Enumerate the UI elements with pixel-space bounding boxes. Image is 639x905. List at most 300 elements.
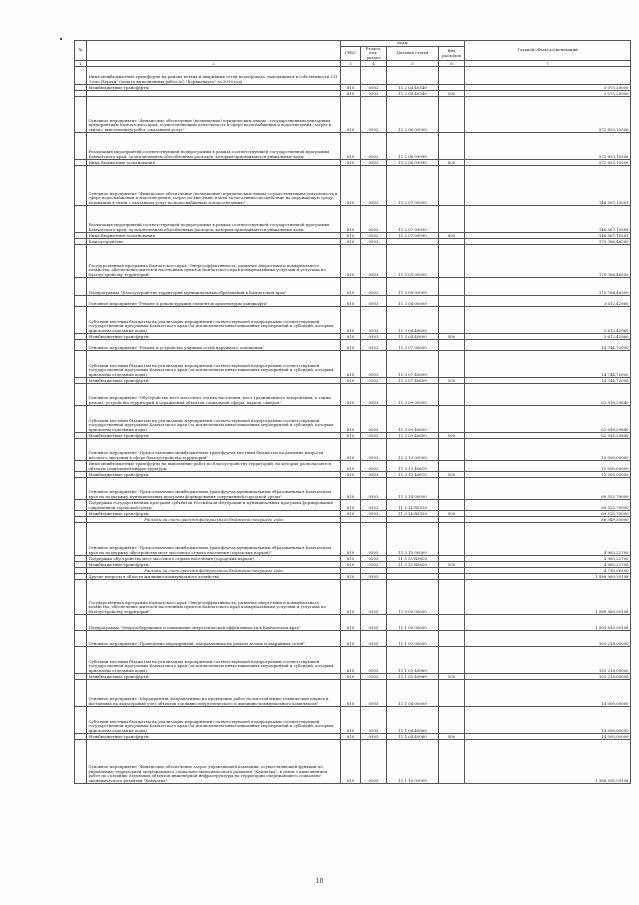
row-number (75, 680, 87, 707)
row-kind: 800 (439, 233, 465, 239)
table-row (75, 740, 631, 784)
row-amount: 103 218,00000 (465, 631, 631, 647)
row-kind: 500 (439, 334, 465, 340)
table-row (75, 97, 631, 133)
row-amount: 4 965,22700 (465, 562, 631, 568)
row-number (75, 500, 87, 511)
row-amount: 62 918,29840 (465, 406, 631, 433)
table-row (75, 523, 631, 556)
row-target: 11 3 15 R5600 (387, 556, 439, 562)
row-razdel: 0505 (361, 631, 387, 647)
table-row (75, 680, 631, 707)
row-grbs: 810 (341, 239, 361, 245)
table-row (75, 67, 631, 85)
header-target: Целевая статья (387, 46, 439, 61)
row-number (75, 67, 87, 85)
row-name: Государственная программа Камчатского края "Энергоэффективность, развитие энергетики и коммунального хозяйства, обеспечение жителей населенных пунктов Камчатского края коммунальными услугами и услугами по благоустройству территорий" (87, 245, 341, 278)
row-number (75, 206, 87, 233)
row-grbs: 810 (341, 384, 361, 406)
row-name: Реализация мероприятий соответствующей подпрограммы в рамках соответствующей государственной программы Камчатского края, за исключением обособленных расходов, которым присваиваются уникальные коды (87, 133, 341, 160)
row-target: 11 1 03 40060 (387, 674, 439, 680)
row-razdel: 0502 (361, 233, 387, 239)
row-target: 11 3 14 R5550 (387, 500, 439, 511)
table-body (75, 67, 631, 784)
header-razdel: Раздел, под-раздел (361, 46, 387, 61)
header-index: 3 (341, 61, 361, 67)
row-razdel: 0503 (361, 406, 387, 433)
row-razdel: 0503 (361, 461, 387, 472)
row-number (75, 740, 87, 784)
row-grbs: 810 (341, 439, 361, 461)
header-num: № (75, 41, 87, 61)
row-kind (439, 340, 465, 351)
row-razdel: 0503 (361, 511, 387, 517)
row-grbs: 810 (341, 734, 361, 740)
row-amount: 1 505 813,39108 (465, 615, 631, 631)
row-number (75, 523, 87, 556)
row-target: 11 3 15 00000 (387, 523, 439, 556)
table-row (75, 340, 631, 351)
row-name: Иные бюджетные ассигнования (87, 160, 341, 166)
row-name: Субсидии местным бюджетам на реализацию мероприятий соответствующей подпрограммы соответствующей государственной программы Камчатского края (за исключением инвестиционных мероприятий и субсидий, которым присвоены отдельные коды) (87, 351, 341, 378)
row-kind (439, 439, 465, 461)
header-kind: Вид расходов (439, 46, 465, 61)
row-kind: 500 (439, 674, 465, 680)
row-razdel: 0505 (361, 674, 387, 680)
row-grbs: 810 (341, 85, 361, 91)
row-target: 11 3 14 R5550 (387, 511, 439, 517)
header-grbs: ГРБС (341, 46, 361, 61)
row-kind (439, 278, 465, 296)
row-name: Иные межбюджетные трансферты на выполнение работ по благоустройству территорий, на которых располагаются объекты социальной инфраструктуры (87, 461, 341, 472)
row-amount: 14 000,00000 (465, 734, 631, 740)
row-razdel: 0502 (361, 91, 387, 97)
row-number (75, 340, 87, 351)
row-name: Поддержка обустройства мест массового отдыха населения (городских парков) (87, 556, 341, 562)
row-razdel: 0503 (361, 562, 387, 568)
row-target: 11 2 07 00000 (387, 166, 439, 206)
row-razdel: 0503 (361, 556, 387, 562)
row-razdel: 0503 (361, 433, 387, 439)
table-row (75, 461, 631, 472)
row-kind: 500 (439, 91, 465, 97)
table-row (75, 245, 631, 278)
row-grbs: 810 (341, 133, 361, 160)
row-amount: 3 612,42960 (465, 296, 631, 307)
table-row (75, 133, 631, 160)
row-target: 11 1 00 00000 (387, 615, 439, 631)
row-razdel: 0503 (361, 523, 387, 556)
row-kind (439, 97, 465, 133)
row-amount: 62 918,29840 (465, 433, 631, 439)
row-number (75, 296, 87, 307)
row-amount: 170 766,46500 (465, 245, 631, 278)
row-kind: 500 (439, 378, 465, 384)
row-target: 11 3 04 00000 (387, 296, 439, 307)
row-amount: 14 000,00000 (465, 707, 631, 734)
row-target: 11 3 07 40600 (387, 378, 439, 384)
row-name: Основное мероприятие "Предоставление межбюджетных трансфертов муниципальным образованиям в Камчатском крае на поддержку муниципальных программ формирования современной городской среды" (87, 478, 341, 500)
row-kind: 500 (439, 472, 465, 478)
row-target: 11 1 04 40060 (387, 707, 439, 734)
table-row (75, 278, 631, 296)
row-grbs: 810 (341, 166, 361, 206)
row-grbs: 810 (341, 245, 361, 278)
row-name: Основное мероприятие "Обустройство мест массового отдыха населения, мест традиционного захоронения, а также ремонт, устройство территорий и ограждений объектов социальной сферы, парков, скверов" (87, 384, 341, 406)
row-amount: 3 612,42960 (465, 334, 631, 340)
row-name: Поддержка государственных программ субъектов Российской Федерации и муниципальных программ формирования современной городской среды (87, 500, 341, 511)
row-kind (439, 307, 465, 334)
row-name: Межбюджетные трансферты (87, 562, 341, 568)
row-amount: 15 000,00000 (465, 472, 631, 478)
row-amount: 1 588 969,39108 (465, 580, 631, 615)
header-codes: коды (341, 41, 465, 47)
table-row (75, 580, 631, 615)
row-kind (439, 384, 465, 406)
row-target: 11 3 13 00000 (387, 439, 439, 461)
row-name: Основное мероприятие "Ремонт и устройство уличных сетей наружного освещения" (87, 340, 341, 351)
row-amount: 15 000,00000 (465, 439, 631, 461)
row-name: Основное мероприятие "Предоставление межбюджетных трансфертов муниципальным образованиям в Камчатском крае на поддержку обустройства мест массового отдыха населения (городских парков)" (87, 523, 341, 556)
row-razdel: 0503 (361, 384, 387, 406)
row-name: Подпрограмма "Энергосбережение и повышение энергетической эффективности в Камчатском крае" (87, 615, 341, 631)
row-name: Подпрограмма "Благоустройство территорий муниципальных образований в Камчатском крае" (87, 278, 341, 296)
row-grbs: 810 (341, 500, 361, 511)
row-kind (439, 67, 465, 85)
row-kind (439, 206, 465, 233)
row-razdel: 0503 (361, 378, 387, 384)
row-grbs: 810 (341, 580, 361, 615)
row-amount: 3 075,20000 (465, 91, 631, 97)
row-number (75, 478, 87, 500)
row-name: Основное мероприятие "Предоставление межбюджетных трансфертов местным бюджетам на решение вопросов местного значения в сфере благоустройства территорий" (87, 439, 341, 461)
row-razdel: 0502 (361, 133, 387, 160)
row-razdel: 0503 (361, 307, 387, 334)
table-row (75, 615, 631, 631)
row-number (75, 580, 87, 615)
row-kind (439, 615, 465, 631)
row-kind (439, 647, 465, 674)
row-razdel: 0505 (361, 647, 387, 674)
row-grbs: 810 (341, 740, 361, 784)
row-razdel: 0505 (361, 707, 387, 734)
row-grbs: 810 (341, 631, 361, 647)
row-grbs: 810 (341, 574, 361, 580)
row-target: 11 3 09 40600 (387, 433, 439, 439)
header-index: 4 (361, 61, 387, 67)
row-name: Расходы за счет средств федерального бюджета текущего года (87, 517, 341, 523)
row-grbs: 810 (341, 406, 361, 433)
row-name: Межбюджетные трансферты (87, 433, 341, 439)
row-number (75, 245, 87, 278)
row-kind (439, 296, 465, 307)
row-number (75, 97, 87, 133)
scan-dot (60, 38, 62, 40)
row-razdel: 0503 (361, 351, 387, 378)
row-amount: 146 567,15581 (465, 206, 631, 233)
row-target: 11 0 00 00000 (387, 580, 439, 615)
row-name: Субсидии местным бюджетам на реализацию мероприятий соответствующей подпрограммы соответствующей государственной программы Камчатского края (за исключением инвестиционных мероприятий и субсидий, которым присвоены отдельные коды) (87, 406, 341, 433)
row-kind: 800 (439, 160, 465, 166)
row-grbs: 810 (341, 278, 361, 296)
row-kind (439, 580, 465, 615)
row-name: Благоустройство (87, 239, 341, 245)
row-number (75, 278, 87, 296)
header-index: 1 (75, 61, 87, 67)
row-name: Межбюджетные трансферты (87, 85, 341, 91)
row-number (75, 439, 87, 461)
row-name: Иные межбюджетные трансферты на ремонт ветхих и аварийных сетей водопровода, находящихся в собственности СП "село Пахачи" (оплата выполненных работ АО "Корякэнерго" за 2016 год) (87, 67, 341, 85)
row-grbs: 810 (341, 206, 361, 233)
row-amount (465, 67, 631, 85)
row-name: Другие вопросы в области жилищно-коммунального хозяйства (87, 574, 341, 580)
row-name: Основное мероприятие "Мероприятия, направленные на проведение работ по изготовлению технических планов и постановке на кадастровый учет объектов топливно-энергетического и жилищно-коммунального комплексов" (87, 680, 341, 707)
row-amount: 15 000,00000 (465, 461, 631, 472)
row-grbs: 810 (341, 556, 361, 562)
table-row (75, 296, 631, 307)
row-grbs: 810 (341, 647, 361, 674)
row-razdel (361, 67, 387, 85)
row-target: 11 3 13 40610 (387, 472, 439, 478)
row-razdel: 0503 (361, 478, 387, 500)
row-kind (439, 406, 465, 433)
row-kind: 500 (439, 734, 465, 740)
row-target: 11 1 04 40060 (387, 734, 439, 740)
row-kind: 500 (439, 562, 465, 568)
row-name: Субсидии местным бюджетам на реализацию мероприятий соответствующей подпрограммы соответствующей государственной программы Камчатского края (за исключением инвестиционных мероприятий и субсидий, которым присвоены отдельные коды) (87, 707, 341, 734)
row-grbs: 810 (341, 160, 361, 166)
row-amount: 146 567,15581 (465, 233, 631, 239)
row-razdel: 0502 (361, 160, 387, 166)
row-amount: 66 049,50000 (465, 517, 631, 523)
row-amount: 3 075,20000 (465, 85, 631, 91)
row-target: 11 1 19 00000 (387, 740, 439, 784)
row-name: Основное мероприятие "Финансовое обеспечение (возмещение) юридическим лицам - государственным унитарным предприятиям Камчатского края, осуществляющим деятельность в сфере водоснабжения и водоотведения, затрат в связи с выполнением работ, оказанием услуг" (87, 97, 341, 133)
row-razdel: 0503 (361, 296, 387, 307)
row-amount: 572 853,10506 (465, 160, 631, 166)
row-amount: 14 744,72000 (465, 340, 631, 351)
row-amount: 69 525,79000 (465, 511, 631, 517)
row-kind (439, 523, 465, 556)
row-razdel: 0503 (361, 334, 387, 340)
row-name: Основное мероприятие "Проведение мероприятий, направленных на ремонт ветхих и аварийных сетей" (87, 631, 341, 647)
row-name: Основное мероприятие "Ремонт и реконструкция элементов архитектуры ландшафта" (87, 296, 341, 307)
row-target: 11 2 06 09990 (387, 133, 439, 160)
row-amount: 572 853,10506 (465, 97, 631, 133)
row-razdel: 0503 (361, 239, 387, 245)
row-name: Государственная программа Камчатского края "Энергоэффективность, развитие энергетики и коммунального хозяйства, обеспечение жителей населенных пунктов Камчатского края коммунальными услугами и услугами по благоустройству территорий" (87, 580, 341, 615)
table-row (75, 707, 631, 734)
row-target: 11 2 07 09990 (387, 233, 439, 239)
header-index: 7 (465, 61, 631, 67)
row-grbs: 810 (341, 340, 361, 351)
row-number (75, 461, 87, 472)
row-grbs: 810 (341, 680, 361, 707)
row-kind: 500 (439, 433, 465, 439)
row-kind (439, 500, 465, 511)
row-amount: 14 744,72000 (465, 378, 631, 384)
row-name: Основное мероприятие "Финансовое обеспечение (возмещение) юридическим лицам, осуществляющим деятельность в сфере водоснабжения и водоотведения, затрат по внесению платы за негативное воздействие на окружающую среду, возникших в связи с оказанием услуг по водоснабжению и водоотведению" (87, 166, 341, 206)
row-target: 11 3 13 40610 (387, 461, 439, 472)
row-kind (439, 707, 465, 734)
row-number (75, 166, 87, 206)
row-kind (439, 245, 465, 278)
header-index: 5 (387, 61, 439, 67)
header-index: 6 (439, 61, 465, 67)
row-grbs: 810 (341, 334, 361, 340)
row-name: Субсидии местным бюджетам на реализацию мероприятий соответствующей подпрограммы соответствующей государственной программы Камчатского края (за исключением инвестиционных мероприятий и субсидий, которым присвоены отдельные коды) (87, 647, 341, 674)
row-grbs: 810 (341, 461, 361, 472)
table-row (75, 206, 631, 233)
row-kind (439, 351, 465, 378)
row-number (75, 647, 87, 674)
row-amount: 170 766,46500 (465, 239, 631, 245)
table-row (75, 166, 631, 206)
row-target: 11 3 07 00000 (387, 340, 439, 351)
row-target: 11 3 15 R5600 (387, 562, 439, 568)
row-target: 11 1 03 40060 (387, 647, 439, 674)
row-amount: 572 853,10506 (465, 133, 631, 160)
table-row (75, 406, 631, 433)
row-amount: 3 612,42960 (465, 307, 631, 334)
row-razdel: 0503 (361, 245, 387, 278)
row-grbs: 810 (341, 511, 361, 517)
table-row (75, 500, 631, 511)
page-number: 10 (315, 878, 324, 885)
row-target: 11 3 04 40600 (387, 334, 439, 340)
row-razdel: 0505 (361, 580, 387, 615)
row-target: 11 1 03 00000 (387, 631, 439, 647)
header-index: 2 (87, 61, 341, 67)
row-grbs: 810 (341, 378, 361, 384)
row-grbs: 810 (341, 296, 361, 307)
row-razdel: 0503 (361, 500, 387, 511)
row-grbs: 810 (341, 351, 361, 378)
table-row (75, 478, 631, 500)
row-amount: 146 567,15581 (465, 166, 631, 206)
row-number (75, 615, 87, 631)
row-grbs: 810 (341, 91, 361, 97)
row-target: 11 1 04 00000 (387, 680, 439, 707)
row-amount: 14 000,00000 (465, 680, 631, 707)
row-target: 11 0 00 00000 (387, 245, 439, 278)
row-amount: 103 218,00000 (465, 674, 631, 680)
row-kind (439, 680, 465, 707)
row-target (387, 67, 439, 85)
row-kind (439, 631, 465, 647)
row-name: Межбюджетные трансферты (87, 734, 341, 740)
row-number (75, 707, 87, 734)
row-name: Иные бюджетные ассигнования (87, 233, 341, 239)
header-name (87, 41, 341, 61)
row-name: Реализация мероприятий соответствующей подпрограммы в рамках соответствующей государственной программы Камчатского края, за исключением обособленных расходов, которым присваиваются уникальные коды (87, 206, 341, 233)
row-target: 11 3 07 40600 (387, 351, 439, 378)
row-razdel: 0502 (361, 166, 387, 206)
row-razdel: 0502 (361, 206, 387, 233)
row-razdel: 0503 (361, 472, 387, 478)
row-target: 11 3 04 40600 (387, 307, 439, 334)
row-target: 11 2 06 09990 (387, 160, 439, 166)
row-amount: 1 588 969,39108 (465, 574, 631, 580)
row-name: Основное мероприятие "Финансовое обеспечение затрат управляющей компании, осуществляющей функции по управлению территорией опережающего социально-экономического развития "Камчатка", в связи с выполнением работ по созданию отдельных объектов инженерной инфраструктуры на территории опережающего социально-экономического развития "Камчатка" (87, 740, 341, 784)
row-name: Межбюджетные трансферты (87, 378, 341, 384)
row-grbs: 810 (341, 233, 361, 239)
row-amount: 4 716,96500 (465, 568, 631, 574)
row-name: Межбюджетные трансферты (87, 674, 341, 680)
row-razdel: 0502 (361, 97, 387, 133)
row-razdel: 0503 (361, 340, 387, 351)
row-target: 11 2 07 09990 (387, 206, 439, 233)
row-number (75, 351, 87, 378)
row-kind: 500 (439, 511, 465, 517)
row-grbs: 810 (341, 674, 361, 680)
table-row (75, 307, 631, 334)
row-kind (439, 133, 465, 160)
row-amount: 170 766,46500 (465, 278, 631, 296)
header-amount: Годовой объем ассигнований (465, 41, 631, 61)
row-grbs: 810 (341, 615, 361, 631)
row-number (75, 384, 87, 406)
row-target: 11 2 04 40340 (387, 91, 439, 97)
row-number (75, 307, 87, 334)
row-amount: 69 525,79000 (465, 478, 631, 500)
table-row (75, 647, 631, 674)
row-target: 11 2 06 00000 (387, 97, 439, 133)
row-razdel: 0505 (361, 574, 387, 580)
row-razdel: 0503 (361, 278, 387, 296)
budget-table (74, 40, 631, 784)
row-number (75, 406, 87, 433)
row-target: 11 2 04 40340 (387, 85, 439, 91)
row-name: Межбюджетные трансферты (87, 511, 341, 517)
table-row (75, 384, 631, 406)
row-target: 11 3 09 40600 (387, 406, 439, 433)
row-name: Субсидии местным бюджетам на реализацию мероприятий соответствующей подпрограммы соответствующей государственной программы Камчатского края (за исключением инвестиционных мероприятий и субсидий, которым присвоены отдельные коды) (87, 307, 341, 334)
row-amount: 4 965,22700 (465, 556, 631, 562)
row-kind (439, 166, 465, 206)
row-grbs: 810 (341, 97, 361, 133)
row-name: Межбюджетные трансферты (87, 472, 341, 478)
row-kind (439, 740, 465, 784)
row-amount: 69 525,79000 (465, 500, 631, 511)
row-razdel: 0505 (361, 615, 387, 631)
row-number (75, 133, 87, 160)
row-grbs: 810 (341, 562, 361, 568)
row-grbs: 810 (341, 707, 361, 734)
row-grbs: 810 (341, 307, 361, 334)
row-amount: 4 965,22700 (465, 523, 631, 556)
row-razdel: 0505 (361, 680, 387, 707)
row-amount: 103 218,00000 (465, 647, 631, 674)
row-grbs: 810 (341, 478, 361, 500)
row-grbs: 810 (341, 433, 361, 439)
row-grbs: 810 (341, 472, 361, 478)
row-razdel: 0502 (361, 85, 387, 91)
table-row (75, 439, 631, 461)
row-target: 11 3 09 00000 (387, 384, 439, 406)
row-name: Межбюджетные трансферты (87, 334, 341, 340)
table-row (75, 351, 631, 378)
table-header (75, 41, 631, 67)
row-target: 11 3 14 00000 (387, 478, 439, 500)
table-row (75, 631, 631, 647)
row-grbs: 810 (341, 523, 361, 556)
row-razdel: 0505 (361, 740, 387, 784)
row-name: Расходы за счет средств федерального бюджета текущего года (87, 568, 341, 574)
row-kind (439, 461, 465, 472)
row-amount: 62 918,29840 (465, 384, 631, 406)
row-target: 11 3 00 00000 (387, 278, 439, 296)
